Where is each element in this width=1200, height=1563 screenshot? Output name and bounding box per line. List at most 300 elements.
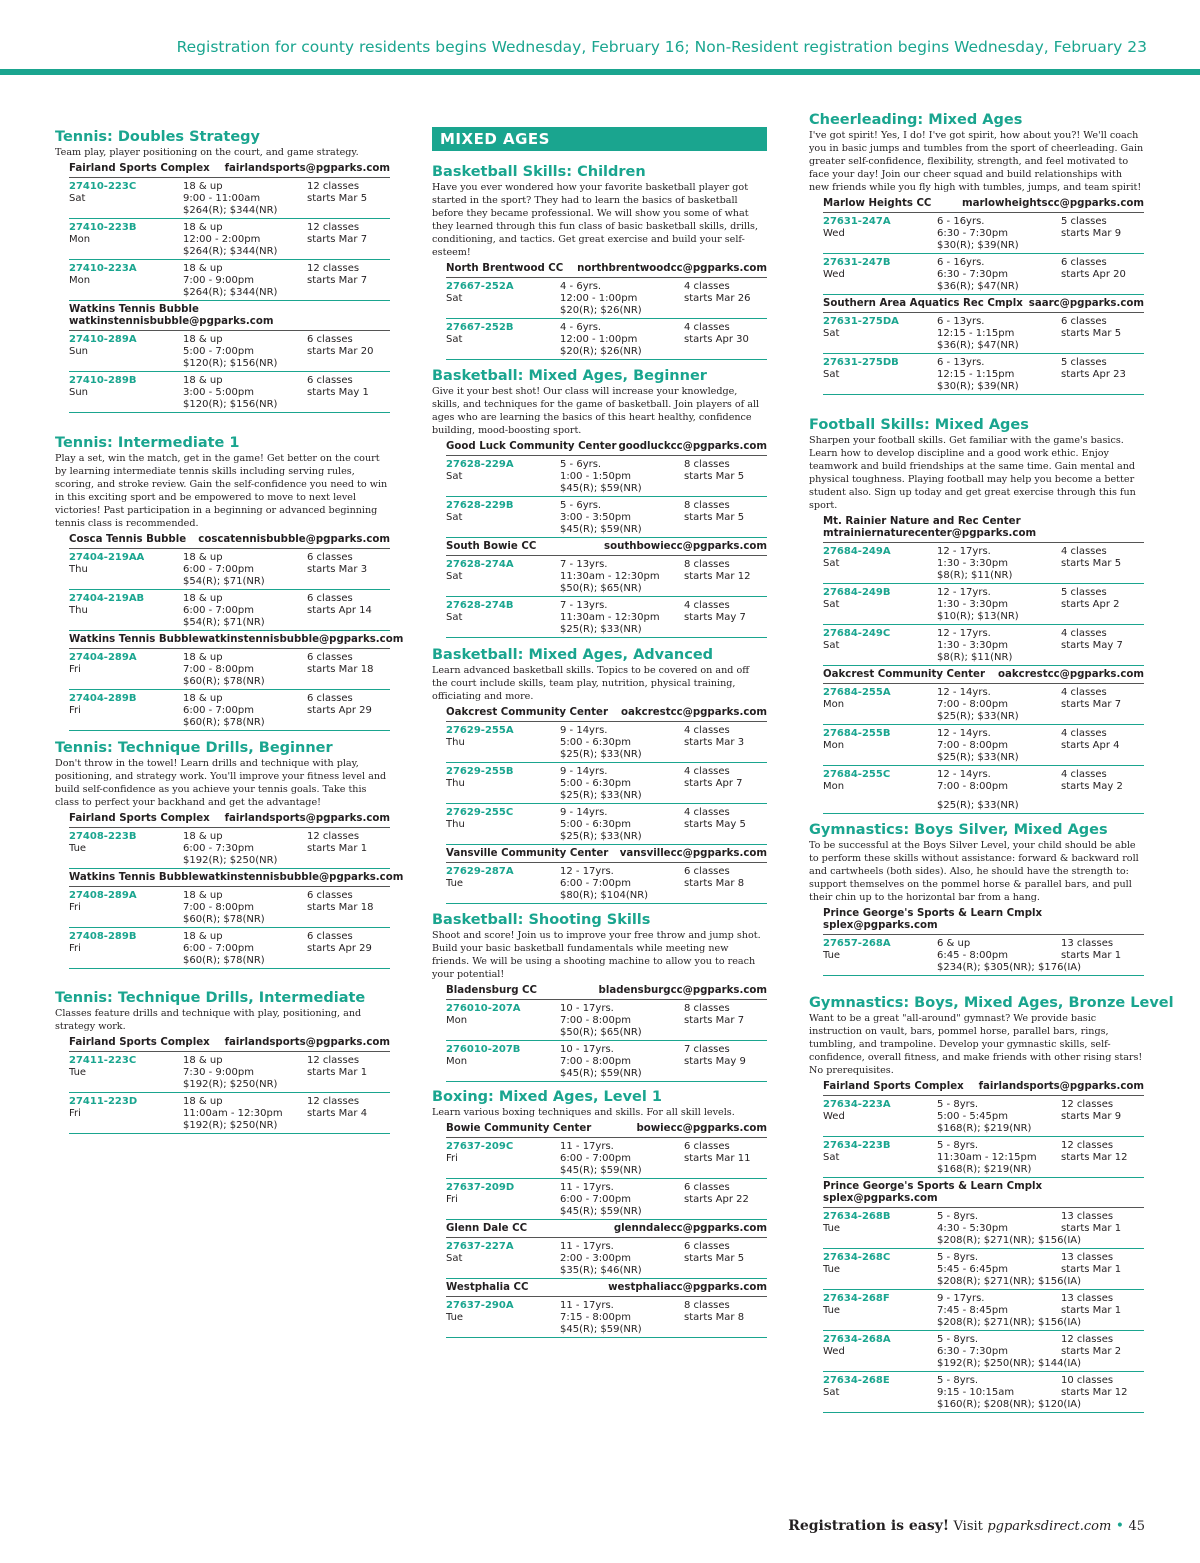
class-fee: $50(R); $65(NR) bbox=[560, 1027, 642, 1038]
venue-email[interactable]: saarc@pgparks.com bbox=[1028, 298, 1144, 309]
class-row bbox=[69, 260, 390, 301]
age-range: 18 & up bbox=[183, 552, 223, 563]
venue-header bbox=[446, 1220, 767, 1238]
course-code[interactable]: 27404-289A bbox=[69, 652, 137, 663]
class-count: 6 classes bbox=[684, 1141, 730, 1152]
venue-name: Watkins Tennis Bubble bbox=[69, 634, 199, 645]
start-date: starts Mar 9 bbox=[1061, 228, 1122, 239]
start-date: starts Mar 1 bbox=[307, 1067, 368, 1078]
class-row bbox=[446, 278, 767, 319]
class-row bbox=[446, 319, 767, 360]
age-range: 18 & up bbox=[183, 593, 223, 604]
age-range: 10 - 17yrs. bbox=[560, 1003, 614, 1014]
course-title: Tennis: Technique Drills, Intermediate bbox=[55, 990, 366, 1006]
class-time: 9:15 - 10:15am bbox=[937, 1387, 1015, 1398]
venue-header bbox=[446, 438, 767, 456]
mixed-ages-label: MIXED AGES bbox=[440, 130, 550, 148]
venue-header bbox=[446, 845, 767, 863]
class-fee: $264(R); $344(NR) bbox=[183, 205, 278, 216]
venue-name: Southern Area Aquatics Rec Cmplx bbox=[823, 298, 1023, 309]
class-time: 5:00 - 5:45pm bbox=[937, 1111, 1008, 1122]
class-row bbox=[823, 935, 1144, 976]
course-code[interactable]: 27684-255A bbox=[823, 687, 891, 698]
class-row bbox=[446, 1138, 767, 1179]
class-fee: $168(R); $219(NR) bbox=[937, 1164, 1032, 1175]
class-day: Fri bbox=[446, 1153, 458, 1164]
course-code[interactable]: 27410-289B bbox=[69, 375, 137, 386]
start-date: starts May 1 bbox=[307, 387, 369, 398]
course-description: Give it your best shot! Our class will increase your knowledge, skills, and techniques for the game of basketball. Join players of all ages who are learning the basics of this heart healthy, confidence building, mood-boosting sport. bbox=[432, 386, 760, 436]
class-day: Sun bbox=[69, 387, 89, 398]
class-row bbox=[823, 1249, 1144, 1290]
course-code[interactable]: 27667-252A bbox=[446, 281, 514, 292]
start-date: starts May 2 bbox=[1061, 781, 1123, 792]
course-code[interactable]: 27637-227A bbox=[446, 1241, 514, 1252]
start-date: starts May 9 bbox=[684, 1056, 746, 1067]
class-time: 12:00 - 2:00pm bbox=[183, 234, 261, 245]
class-count: 12 classes bbox=[1061, 1099, 1114, 1110]
venue-email[interactable]: marlowheightscc@pgparks.com bbox=[962, 198, 1144, 209]
course-code[interactable]: 27410-289A bbox=[69, 334, 137, 345]
class-day: Mon bbox=[69, 275, 91, 286]
course-code[interactable]: 27634-223A bbox=[823, 1099, 891, 1110]
age-range: 6 - 16yrs. bbox=[937, 257, 985, 268]
class-count: 12 classes bbox=[1061, 1140, 1114, 1151]
course-section bbox=[55, 740, 404, 969]
class-fee: $234(R); $305(NR); $176(IA) bbox=[937, 962, 1082, 973]
age-range: 12 - 17yrs. bbox=[937, 587, 991, 598]
class-fee: $8(R); $11(NR) bbox=[937, 652, 1013, 663]
class-count: 4 classes bbox=[684, 807, 730, 818]
class-day: Fri bbox=[69, 943, 81, 954]
start-date: starts Mar 1 bbox=[1061, 1223, 1122, 1234]
class-row bbox=[69, 372, 390, 413]
start-date: starts Mar 7 bbox=[307, 275, 368, 286]
age-range: 11 - 17yrs. bbox=[560, 1141, 614, 1152]
class-day: Wed bbox=[823, 228, 845, 239]
class-row bbox=[446, 1179, 767, 1220]
class-day: Sun bbox=[69, 346, 89, 357]
venue-email[interactable]: fairlandsports@pgparks.com bbox=[224, 1037, 390, 1048]
start-date: starts Mar 3 bbox=[684, 737, 745, 748]
class-fee: $25(R); $33(NR) bbox=[937, 711, 1019, 722]
class-row bbox=[823, 313, 1144, 354]
venue-name: Fairland Sports Complex bbox=[823, 1081, 964, 1092]
class-row bbox=[446, 597, 767, 638]
footer-bullet: • bbox=[1115, 1518, 1124, 1534]
start-date: starts Apr 20 bbox=[1061, 269, 1126, 280]
course-code[interactable]: 27684-255B bbox=[823, 728, 891, 739]
venue-email[interactable]: southbowiecc@pgparks.com bbox=[604, 541, 767, 552]
course-code[interactable]: 27629-255C bbox=[446, 807, 514, 818]
class-day: Mon bbox=[823, 699, 845, 710]
class-fee: $36(R); $47(NR) bbox=[937, 281, 1019, 292]
class-day: Sat bbox=[446, 571, 463, 582]
age-range: 9 - 17yrs. bbox=[937, 1293, 985, 1304]
venue-header bbox=[446, 704, 767, 722]
venue-email[interactable]: splex@pgparks.com bbox=[823, 920, 938, 931]
course-code[interactable]: 27631-275DB bbox=[823, 357, 899, 368]
class-time: 6:00 - 7:00pm bbox=[183, 605, 254, 616]
course-code[interactable]: 27404-289B bbox=[69, 693, 137, 704]
class-day: Sat bbox=[446, 471, 463, 482]
age-range: 18 & up bbox=[183, 375, 223, 386]
class-day: Fri bbox=[69, 705, 81, 716]
start-date: starts Mar 5 bbox=[684, 1253, 745, 1264]
age-range: 12 - 17yrs. bbox=[937, 628, 991, 639]
start-date: starts Apr 22 bbox=[684, 1194, 749, 1205]
course-code[interactable]: 27684-255C bbox=[823, 769, 891, 780]
class-day: Wed bbox=[823, 1111, 845, 1122]
class-count: 6 classes bbox=[307, 593, 353, 604]
start-date: starts May 7 bbox=[684, 612, 746, 623]
class-row bbox=[823, 213, 1144, 254]
class-count: 13 classes bbox=[1061, 1211, 1114, 1222]
course-code[interactable]: 27634-268A bbox=[823, 1334, 891, 1345]
class-count: 4 classes bbox=[1061, 728, 1107, 739]
footer-url[interactable]: pgparksdirect.com bbox=[987, 1519, 1112, 1534]
age-range: 18 & up bbox=[183, 931, 223, 942]
class-fee: $45(R); $59(NR) bbox=[560, 1206, 642, 1217]
age-range: 18 & up bbox=[183, 693, 223, 704]
class-row bbox=[446, 1000, 767, 1041]
course-code[interactable]: 27408-223B bbox=[69, 831, 137, 842]
course-code[interactable]: 27637-209D bbox=[446, 1182, 515, 1193]
course-code[interactable]: 27634-268E bbox=[823, 1375, 890, 1386]
class-row bbox=[69, 590, 390, 631]
class-time: 6:00 - 7:00pm bbox=[183, 564, 254, 575]
class-count: 6 classes bbox=[307, 890, 353, 901]
venue-name: Bladensburg CC bbox=[446, 985, 538, 996]
venue-email[interactable]: fairlandsports@pgparks.com bbox=[978, 1081, 1144, 1092]
class-fee: $192(R); $250(NR); $144(IA) bbox=[937, 1358, 1082, 1369]
age-range: 5 - 6yrs. bbox=[560, 459, 602, 470]
age-range: 18 & up bbox=[183, 652, 223, 663]
course-code[interactable]: 27408-289B bbox=[69, 931, 137, 942]
age-range: 11 - 17yrs. bbox=[560, 1241, 614, 1252]
class-day: Mon bbox=[69, 234, 91, 245]
age-range: 12 - 14yrs. bbox=[937, 687, 991, 698]
venue-email[interactable]: splex@pgparks.com bbox=[823, 1193, 938, 1204]
age-range: 6 & up bbox=[937, 938, 971, 949]
class-time: 6:30 - 7:30pm bbox=[937, 269, 1008, 280]
course-code[interactable]: 27628-229B bbox=[446, 500, 514, 511]
start-date: starts Mar 7 bbox=[307, 234, 368, 245]
start-date: starts Apr 14 bbox=[307, 605, 372, 616]
venue-email[interactable]: watkinstennisbubble@pgparks.com bbox=[198, 872, 404, 883]
class-time: 4:30 - 5:30pm bbox=[937, 1223, 1008, 1234]
course-code[interactable]: 27637-209C bbox=[446, 1141, 514, 1152]
course-code[interactable]: 27628-274A bbox=[446, 559, 514, 570]
age-range: 11 - 17yrs. bbox=[560, 1182, 614, 1193]
age-range: 4 - 6yrs. bbox=[560, 322, 602, 333]
class-time: 5:00 - 6:30pm bbox=[560, 819, 631, 830]
class-count: 13 classes bbox=[1061, 938, 1114, 949]
age-range: 12 - 14yrs. bbox=[937, 728, 991, 739]
class-day: Tue bbox=[823, 1264, 841, 1275]
class-day: Sat bbox=[69, 193, 86, 204]
venue-header bbox=[823, 666, 1144, 684]
class-time: 11:00am - 12:30pm bbox=[183, 1108, 283, 1119]
class-count: 13 classes bbox=[1061, 1252, 1114, 1263]
class-day: Tue bbox=[823, 1305, 841, 1316]
venue-name: Vansville Community Center bbox=[446, 848, 609, 859]
start-date: starts Mar 5 bbox=[684, 512, 745, 523]
venue-email[interactable]: bladensburgcc@pgparks.com bbox=[598, 985, 767, 996]
venue-email[interactable]: glenndalecc@pgparks.com bbox=[613, 1223, 767, 1234]
course-code[interactable]: 27628-229A bbox=[446, 459, 514, 470]
course-code[interactable]: 27684-249C bbox=[823, 628, 891, 639]
class-fee: $45(R); $59(NR) bbox=[560, 524, 642, 535]
course-description: Sharpen your football skills. Get familiar with the game's basics. Learn how to develop discipline and a good work ethic. Enjoy teamwork and build friendships at the same time. Gain mental and physical toughness. Playing football may help you become a better student also. Sign up today and get great exercise through this fun sport. bbox=[809, 435, 1136, 511]
class-count: 4 classes bbox=[1061, 687, 1107, 698]
course-code[interactable]: 27667-252B bbox=[446, 322, 514, 333]
age-range: 5 - 8yrs. bbox=[937, 1211, 979, 1222]
start-date: starts Mar 1 bbox=[1061, 1264, 1122, 1275]
venue-email[interactable]: westphaliacc@pgparks.com bbox=[608, 1282, 767, 1293]
age-range: 7 - 13yrs. bbox=[560, 600, 608, 611]
start-date: starts Mar 12 bbox=[1061, 1387, 1128, 1398]
class-fee: $50(R); $65(NR) bbox=[560, 583, 642, 594]
venue-email[interactable]: fairlandsports@pgparks.com bbox=[224, 163, 390, 174]
age-range: 5 - 6yrs. bbox=[560, 500, 602, 511]
age-range: 18 & up bbox=[183, 181, 223, 192]
class-time: 6:30 - 7:30pm bbox=[937, 228, 1008, 239]
start-date: starts Mar 9 bbox=[1061, 1111, 1122, 1122]
page-number: 45 bbox=[1128, 1519, 1145, 1534]
class-row bbox=[823, 1208, 1144, 1249]
age-range: 5 - 8yrs. bbox=[937, 1099, 979, 1110]
course-code[interactable]: 27411-223D bbox=[69, 1096, 138, 1107]
class-day: Fri bbox=[69, 664, 81, 675]
course-title: Tennis: Intermediate 1 bbox=[55, 435, 240, 451]
class-row bbox=[69, 178, 390, 219]
course-title: Boxing: Mixed Ages, Level 1 bbox=[432, 1089, 662, 1105]
course-code[interactable]: 27684-249A bbox=[823, 546, 891, 557]
class-count: 12 classes bbox=[307, 1096, 360, 1107]
age-range: 18 & up bbox=[183, 890, 223, 901]
venue-header bbox=[446, 538, 767, 556]
venue-email[interactable]: fairlandsports@pgparks.com bbox=[224, 813, 390, 824]
class-fee: $160(R); $208(NR); $120(IA) bbox=[937, 1399, 1082, 1410]
class-day: Thu bbox=[69, 605, 88, 616]
class-count: 12 classes bbox=[1061, 1334, 1114, 1345]
course-code[interactable]: 27629-255A bbox=[446, 725, 514, 736]
class-fee: $192(R); $250(NR) bbox=[183, 1079, 278, 1090]
course-code[interactable]: 276010-207A bbox=[446, 1003, 521, 1014]
course-section bbox=[432, 164, 767, 360]
class-count: 6 classes bbox=[684, 1182, 730, 1193]
start-date: starts Mar 20 bbox=[307, 346, 374, 357]
age-range: 18 & up bbox=[183, 831, 223, 842]
class-row bbox=[69, 549, 390, 590]
class-row bbox=[69, 649, 390, 690]
course-code[interactable]: 27410-223C bbox=[69, 181, 137, 192]
venue-header bbox=[69, 631, 404, 649]
course-code[interactable]: 27631-247A bbox=[823, 216, 891, 227]
course-code[interactable]: 27634-268C bbox=[823, 1252, 891, 1263]
venue-header bbox=[823, 1178, 1144, 1208]
start-date: starts Mar 1 bbox=[1061, 950, 1122, 961]
course-code[interactable]: 27657-268A bbox=[823, 938, 891, 949]
course-code[interactable]: 27684-249B bbox=[823, 587, 891, 598]
venue-email[interactable]: northbrentwoodcc@pgparks.com bbox=[577, 263, 767, 274]
venue-name: Watkins Tennis Bubble bbox=[69, 872, 199, 883]
start-date: starts Mar 18 bbox=[307, 664, 374, 675]
course-code[interactable]: 27408-289A bbox=[69, 890, 137, 901]
class-row bbox=[69, 1052, 390, 1093]
class-time: 6:00 - 7:00pm bbox=[183, 943, 254, 954]
class-day: Mon bbox=[446, 1056, 468, 1067]
class-row bbox=[446, 1238, 767, 1279]
class-count: 8 classes bbox=[684, 1003, 730, 1014]
class-row bbox=[446, 804, 767, 845]
class-time: 11:30am - 12:30pm bbox=[560, 571, 660, 582]
venue-header bbox=[446, 982, 767, 1000]
course-code[interactable]: 27634-268F bbox=[823, 1293, 890, 1304]
course-code[interactable]: 27629-255B bbox=[446, 766, 514, 777]
class-count: 13 classes bbox=[1061, 1293, 1114, 1304]
course-code[interactable]: 27631-247B bbox=[823, 257, 891, 268]
class-day: Tue bbox=[69, 1067, 87, 1078]
age-range: 18 & up bbox=[183, 334, 223, 345]
header-bar bbox=[0, 0, 1200, 75]
course-code[interactable]: 27628-274B bbox=[446, 600, 514, 611]
start-date: starts Mar 7 bbox=[1061, 699, 1122, 710]
course-code[interactable]: 27637-290A bbox=[446, 1300, 514, 1311]
class-time: 7:00 - 8:00pm bbox=[560, 1056, 631, 1067]
class-day: Mon bbox=[823, 781, 845, 792]
age-range: 18 & up bbox=[183, 1096, 223, 1107]
course-code[interactable]: 27631-275DA bbox=[823, 316, 899, 327]
class-fee: $25(R); $33(NR) bbox=[937, 752, 1019, 763]
footer-easy: Registration is easy! bbox=[788, 1518, 950, 1534]
class-count: 12 classes bbox=[307, 263, 360, 274]
class-time: 1:30 - 3:30pm bbox=[937, 599, 1008, 610]
class-count: 4 classes bbox=[684, 322, 730, 333]
age-range: 5 - 8yrs. bbox=[937, 1334, 979, 1345]
venue-email[interactable]: goodluckcc@pgparks.com bbox=[618, 441, 767, 452]
class-fee: $60(R); $78(NR) bbox=[183, 955, 265, 966]
class-row bbox=[823, 766, 1144, 814]
class-time: 11:30am - 12:15pm bbox=[937, 1152, 1037, 1163]
registration-banner: Registration for county residents begins Wednesday, February 16; Non-Resident registration begins Wednesday, February 23 bbox=[176, 38, 1147, 56]
venue-email[interactable]: mtrainiernaturecenter@pgparks.com bbox=[823, 528, 1037, 539]
age-range: 18 & up bbox=[183, 1055, 223, 1066]
venue-email[interactable]: oakcrestcc@pgparks.com bbox=[621, 707, 767, 718]
course-code[interactable]: 27404-219AA bbox=[69, 552, 145, 563]
course-section bbox=[809, 112, 1144, 395]
venue-name: Good Luck Community Center bbox=[446, 441, 617, 452]
start-date: starts Mar 26 bbox=[684, 293, 751, 304]
class-count: 8 classes bbox=[684, 500, 730, 511]
class-fee: $208(R); $271(NR); $156(IA) bbox=[937, 1276, 1082, 1287]
start-date: starts May 7 bbox=[1061, 640, 1123, 651]
course-section bbox=[432, 647, 767, 904]
class-count: 4 classes bbox=[684, 281, 730, 292]
class-fee: $60(R); $78(NR) bbox=[183, 717, 265, 728]
class-count: 8 classes bbox=[684, 559, 730, 570]
class-day: Sat bbox=[823, 1152, 840, 1163]
venue-name: Marlow Heights CC bbox=[823, 198, 932, 209]
start-date: starts Apr 2 bbox=[1061, 599, 1120, 610]
course-section bbox=[432, 912, 767, 1082]
class-fee: $25(R); $33(NR) bbox=[560, 624, 642, 635]
start-date: starts Mar 7 bbox=[684, 1015, 745, 1026]
class-fee: $25(R); $33(NR) bbox=[560, 790, 642, 801]
venue-email[interactable]: watkinstennisbubble@pgparks.com bbox=[69, 316, 274, 327]
age-range: 18 & up bbox=[183, 263, 223, 274]
class-count: 6 classes bbox=[684, 1241, 730, 1252]
course-title: Basketball: Mixed Ages, Beginner bbox=[432, 368, 707, 384]
class-time: 5:00 - 7:00pm bbox=[183, 346, 254, 357]
class-time: 6:00 - 7:00pm bbox=[560, 878, 631, 889]
course-code[interactable]: 276010-207B bbox=[446, 1044, 521, 1055]
course-code[interactable]: 27634-268B bbox=[823, 1211, 891, 1222]
course-code[interactable]: 27634-223B bbox=[823, 1140, 891, 1151]
class-row bbox=[823, 725, 1144, 766]
course-description: To be successful at the Boys Silver Level, your child should be able to perform these skills without assistance: forward & backward roll and cartwheels (both sides). Also, he should have the strength to: support themselves on the pommel horse & parallel bars, and pull their chin up to the horizontal bar from a hang. bbox=[809, 840, 1139, 903]
class-count: 12 classes bbox=[307, 831, 360, 842]
class-day: Sat bbox=[823, 558, 840, 569]
venue-email[interactable]: watkinstennisbubble@pgparks.com bbox=[198, 634, 404, 645]
venue-name: Fairland Sports Complex bbox=[69, 1037, 210, 1048]
class-fee: $192(R); $250(NR) bbox=[183, 855, 278, 866]
class-count: 12 classes bbox=[307, 222, 360, 233]
class-row bbox=[823, 1372, 1144, 1413]
class-day: Thu bbox=[446, 778, 465, 789]
class-day: Sat bbox=[446, 334, 463, 345]
course-code[interactable]: 27629-287A bbox=[446, 866, 514, 877]
class-fee: $30(R); $39(NR) bbox=[937, 381, 1019, 392]
course-section bbox=[809, 995, 1174, 1413]
class-day: Tue bbox=[823, 950, 841, 961]
class-time: 7:00 - 8:00pm bbox=[937, 781, 1008, 792]
class-time: 5:00 - 6:30pm bbox=[560, 778, 631, 789]
course-code[interactable]: 27410-223B bbox=[69, 222, 137, 233]
start-date: starts Mar 5 bbox=[1061, 328, 1122, 339]
class-row bbox=[446, 497, 767, 538]
class-time: 6:00 - 7:00pm bbox=[560, 1153, 631, 1164]
age-range: 4 - 6yrs. bbox=[560, 281, 602, 292]
class-row bbox=[823, 625, 1144, 666]
class-fee: $25(R); $33(NR) bbox=[560, 749, 642, 760]
venue-name: North Brentwood CC bbox=[446, 263, 564, 274]
class-row bbox=[69, 1093, 390, 1134]
class-row bbox=[69, 690, 390, 731]
venue-email[interactable]: vansvillecc@pgparks.com bbox=[619, 848, 767, 859]
venue-email[interactable]: bowiecc@pgparks.com bbox=[636, 1123, 767, 1134]
venue-email[interactable]: coscatennisbubble@pgparks.com bbox=[198, 534, 390, 545]
venue-email[interactable]: oakcrestcc@pgparks.com bbox=[998, 669, 1144, 680]
class-day: Sat bbox=[446, 293, 463, 304]
venue-header bbox=[446, 1279, 767, 1297]
course-code[interactable]: 27410-223A bbox=[69, 263, 137, 274]
class-time: 6:45 - 8:00pm bbox=[937, 950, 1008, 961]
venue-header bbox=[69, 531, 390, 549]
class-count: 5 classes bbox=[1061, 216, 1107, 227]
age-range: 9 - 14yrs. bbox=[560, 725, 608, 736]
course-code[interactable]: 27404-219AB bbox=[69, 593, 145, 604]
venue-name: Fairland Sports Complex bbox=[69, 163, 210, 174]
class-row bbox=[69, 887, 390, 928]
class-time: 6:00 - 7:00pm bbox=[560, 1194, 631, 1205]
class-fee: $45(R); $59(NR) bbox=[560, 1165, 642, 1176]
start-date: starts Mar 8 bbox=[684, 1312, 745, 1323]
course-code[interactable]: 27411-223C bbox=[69, 1055, 137, 1066]
class-count: 4 classes bbox=[684, 600, 730, 611]
class-row bbox=[823, 1331, 1144, 1372]
